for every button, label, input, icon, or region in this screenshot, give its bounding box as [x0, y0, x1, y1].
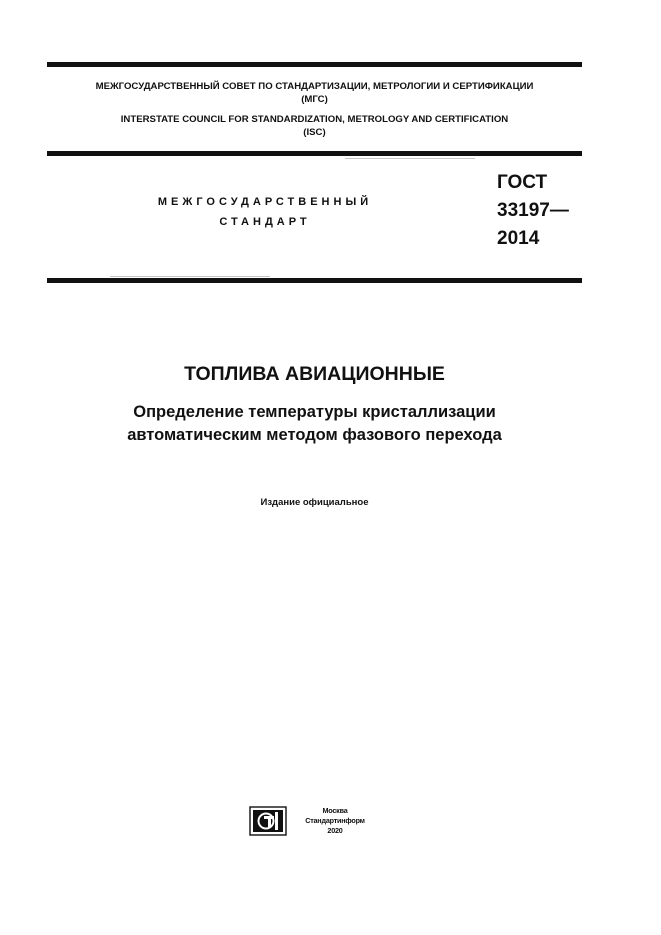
standartinform-logo-icon: [249, 806, 287, 836]
top-rule: [47, 62, 582, 67]
council-ru-line2: (МГС): [301, 94, 328, 105]
document-title: ТОПЛИВА АВИАЦИОННЫЕ: [184, 363, 445, 385]
council-ru: [47, 80, 582, 106]
scan-artifact: [345, 158, 475, 159]
publisher-name: Стандартинформ: [305, 816, 365, 825]
bottom-rule: [47, 278, 582, 283]
gost-year: 2014: [497, 228, 540, 249]
council-en-line2: (ISC): [303, 127, 326, 138]
council-en: [47, 113, 582, 139]
publisher-city: Москва: [322, 806, 348, 815]
scan-artifact: [110, 276, 270, 277]
council-ru-line1: МЕЖГОСУДАРСТВЕННЫЙ СОВЕТ ПО СТАНДАРТИЗАЦИИ, МЕТРОЛОГИИ И СЕРТИФИКАЦИИ: [95, 81, 534, 92]
subtitle-line2: автоматическим методом фазового перехода: [127, 426, 502, 444]
gost-number: 33197—: [497, 200, 569, 221]
edition-label: Издание официальное: [260, 497, 369, 508]
document-subtitle: [47, 401, 582, 447]
council-en-line1: INTERSTATE COUNCIL FOR STANDARDIZATION, METROLOGY AND CERTIFICATION: [120, 114, 509, 125]
standard-label-line2: СТАНДАРТ: [219, 216, 311, 228]
middle-rule: [47, 151, 582, 156]
gost-designation: [497, 169, 569, 253]
standard-type-label: [130, 192, 400, 232]
gost-prefix: ГОСТ: [497, 172, 548, 193]
subtitle-line1: Определение температуры кристаллизации: [133, 403, 496, 421]
publisher-imprint: [302, 806, 368, 836]
standard-label-line1: МЕЖГОСУДАРСТВЕННЫЙ: [157, 196, 373, 208]
publisher-year: 2020: [327, 826, 343, 835]
